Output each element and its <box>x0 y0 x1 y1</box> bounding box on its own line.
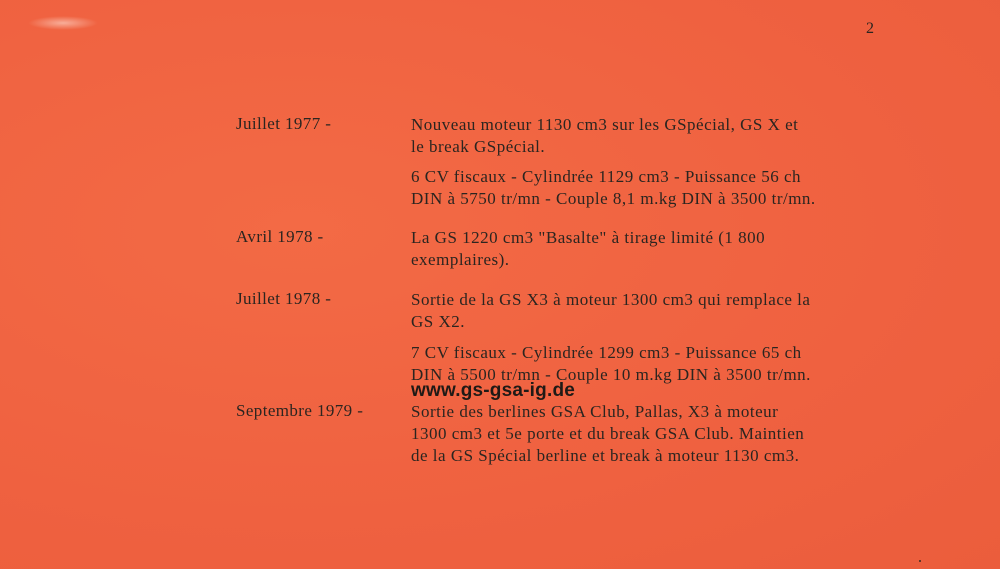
text-line: GS X2. <box>411 312 466 331</box>
text-line: de la GS Spécial berline et break à moteur 1130 cm3. <box>411 446 800 465</box>
entry-paragraph <box>411 401 804 467</box>
entry-paragraph <box>411 114 798 158</box>
text-line: La GS 1220 cm3 "Basalte" à tirage limité (1 800 <box>411 228 766 247</box>
text-line: Nouveau moteur 1130 cm3 sur les GSpécial, GS X et <box>411 115 799 134</box>
entry-date: Avril 1978 - <box>236 227 324 246</box>
text-line: exemplaires). <box>411 250 510 269</box>
text-line: 7 CV fiscaux - Cylindrée 1299 cm3 - Puissance 65 ch <box>411 343 802 362</box>
entry-date: Septembre 1979 - <box>236 401 364 420</box>
entry-date: Juillet 1977 - <box>236 114 332 133</box>
entry-paragraph <box>411 227 765 271</box>
text-line: Sortie de la GS X3 à moteur 1300 cm3 qui remplace la <box>411 290 811 309</box>
text-line: le break GSpécial. <box>411 137 546 156</box>
paper-smudge <box>28 16 98 30</box>
text-line: 6 CV fiscaux - Cylindrée 1129 cm3 - Puissance 56 ch <box>411 167 801 186</box>
paper-speck <box>919 560 921 562</box>
entry-paragraph <box>411 166 816 210</box>
entry-date: Juillet 1978 - <box>236 289 332 308</box>
text-line: DIN à 5500 tr/mn - Couple 10 m.kg DIN à 3500 tr/mn. <box>411 365 811 384</box>
website-watermark: www.gs-gsa-ig.de <box>411 380 576 401</box>
page-number: 2 <box>866 20 874 37</box>
text-line: DIN à 5750 tr/mn - Couple 8,1 m.kg DIN à 3500 tr/mn. <box>411 189 816 208</box>
entry-paragraph <box>411 289 810 333</box>
text-line: Sortie des berlines GSA Club, Pallas, X3 à moteur <box>411 402 779 421</box>
text-line: 1300 cm3 et 5e porte et du break GSA Club. Maintien <box>411 424 805 443</box>
